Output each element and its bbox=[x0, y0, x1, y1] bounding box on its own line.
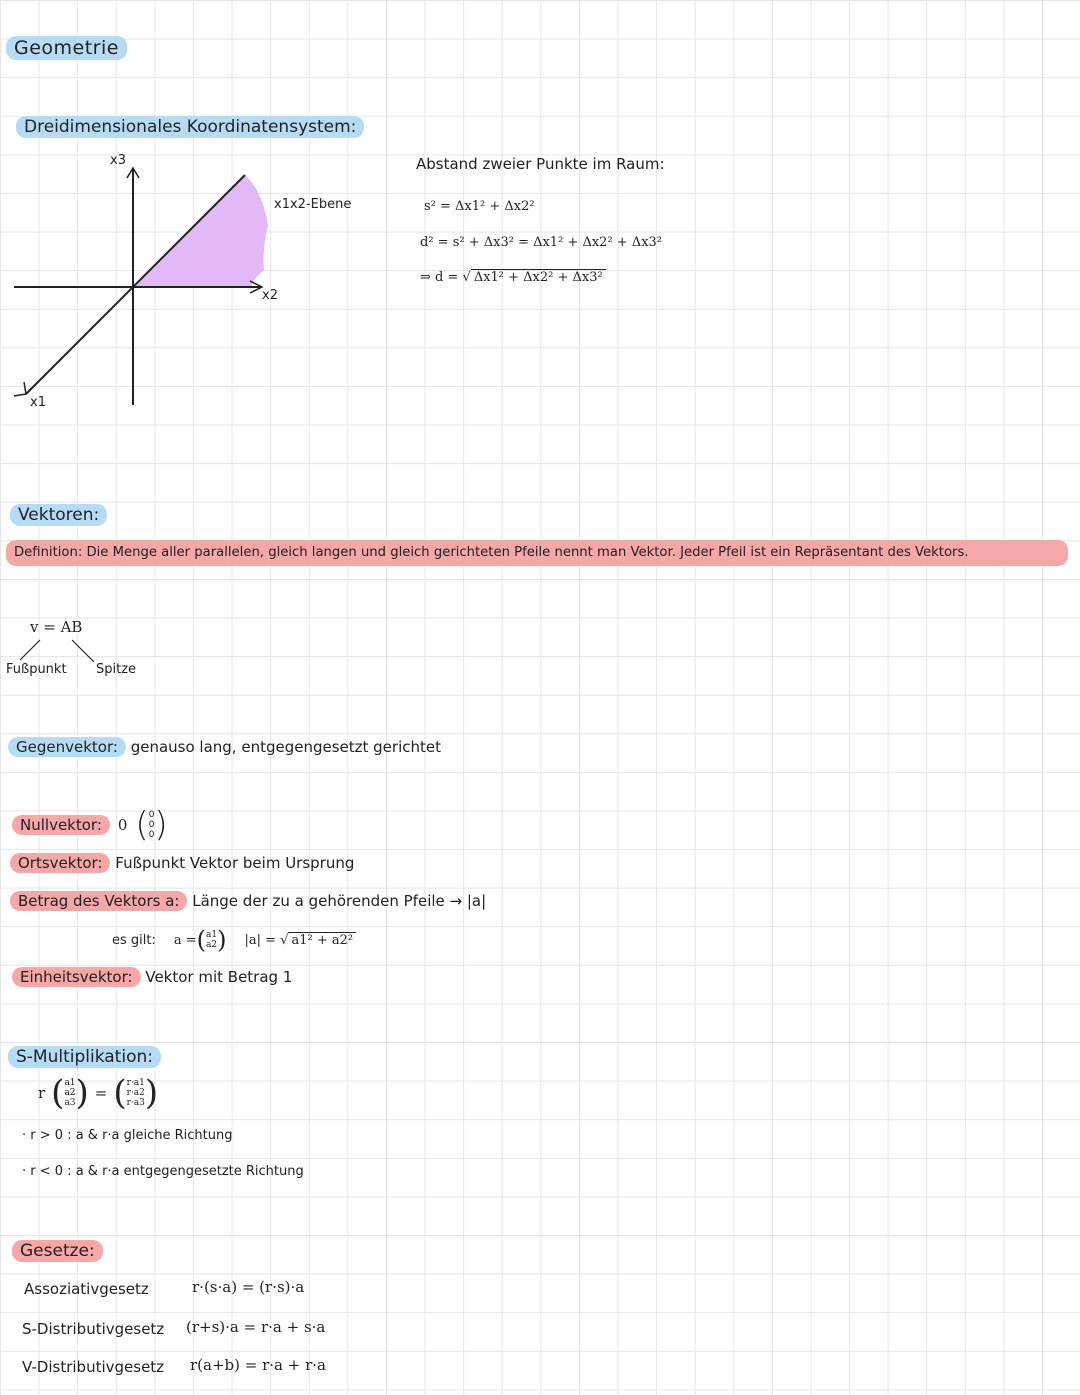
gegenvektor-label: Gegenvektor: bbox=[8, 737, 126, 757]
smult-right-entry: r·a3 bbox=[126, 1098, 145, 1108]
ortsvektor-text: Fußpunkt Vektor beim Ursprung bbox=[115, 854, 355, 872]
betrag-label: Betrag des Vektors a: bbox=[10, 891, 187, 911]
betrag-formula bbox=[244, 933, 356, 948]
plane-label: x1x2-Ebene bbox=[274, 197, 352, 212]
page-title: Geometrie bbox=[6, 36, 127, 60]
smult-r: r bbox=[38, 1084, 46, 1102]
betrag-row bbox=[10, 892, 486, 910]
fusspunkt-label: Fußpunkt bbox=[6, 662, 67, 677]
spitze-label: Spitze bbox=[96, 662, 137, 677]
distance-line-3-prefix: ⇒ d = bbox=[420, 270, 459, 285]
smult-right-entry: r·a1 bbox=[126, 1078, 145, 1088]
law-name: S-Distributivgesetz bbox=[22, 1320, 165, 1338]
smult-right-column: ( r·a1 r·a2 r·a3 ) bbox=[113, 1073, 159, 1113]
betrag-formula-row bbox=[112, 928, 356, 952]
sqrt-symbol: √ bbox=[280, 932, 289, 948]
nullvektor-entry: 0 bbox=[148, 830, 155, 840]
law-formula: (r+s)·a = r·a + s·a bbox=[186, 1318, 326, 1336]
gesetze-heading: Gesetze: bbox=[12, 1240, 103, 1262]
smult-left-column: ( a1 a2 a3 ) bbox=[51, 1073, 89, 1113]
a-column: ( a1 a2 ) bbox=[196, 926, 227, 954]
a-entry: a1 bbox=[206, 930, 218, 940]
ortsvektor-row bbox=[10, 854, 354, 872]
nullvektor-entry: 0 bbox=[148, 810, 155, 820]
einheitsvektor-label: Einheitsvektor: bbox=[12, 967, 141, 987]
bullet: · bbox=[22, 1164, 27, 1179]
einheitsvektor-row bbox=[12, 968, 292, 986]
nullvektor-entry: 0 bbox=[148, 820, 155, 830]
x2-label: x2 bbox=[262, 288, 278, 303]
x1-arrowhead bbox=[14, 382, 26, 396]
law-name: V-Distributivgesetz bbox=[22, 1358, 165, 1376]
sqrt-symbol: √ bbox=[462, 270, 471, 285]
x1-label: x1 bbox=[30, 395, 46, 410]
betrag-text: Länge der zu a gehörenden Pfeile → |a| bbox=[192, 892, 487, 910]
nullvektor-column: ( 0 0 0 ) bbox=[135, 805, 168, 845]
gegenvektor-row bbox=[8, 738, 441, 756]
smult-left-entry: a2 bbox=[64, 1088, 76, 1098]
ortsvektor-label: Ortsvektor: bbox=[10, 853, 110, 873]
smult-line-1-text: r > 0 : a & r·a gleiche Richtung bbox=[30, 1128, 233, 1143]
a-entry: a2 bbox=[206, 940, 218, 950]
smult-left-entry: a1 bbox=[64, 1078, 76, 1088]
smult-line-2 bbox=[22, 1164, 304, 1179]
nullvektor-symbol: 0 bbox=[117, 816, 128, 834]
einheitsvektor-text: Vektor mit Betrag 1 bbox=[145, 968, 293, 986]
x1x2-plane bbox=[133, 175, 268, 287]
smult-line-2-text: r < 0 : a & r·a entgegengesetzte Richtung bbox=[30, 1164, 304, 1179]
distance-line-3 bbox=[420, 270, 606, 285]
gegenvektor-text: genauso lang, entgegengesetzt gerichtet bbox=[130, 738, 441, 756]
distance-title: Abstand zweier Punkte im Raum: bbox=[416, 155, 665, 173]
nullvektor-row bbox=[12, 805, 168, 845]
smult-right-entry: r·a2 bbox=[126, 1088, 145, 1098]
law-formula: r·(s·a) = (r·s)·a bbox=[192, 1278, 305, 1296]
law-name: Assoziativgesetz bbox=[24, 1280, 149, 1298]
smult-left-entry: a3 bbox=[64, 1098, 76, 1108]
distance-root: Δx1² + Δx2² + Δx3² bbox=[471, 269, 606, 285]
coordinate-system-diagram bbox=[0, 150, 400, 420]
equals-sign: = bbox=[94, 1084, 108, 1102]
betrag-formula-left: |a| = bbox=[244, 932, 277, 948]
betrag-root: a1² + a2² bbox=[288, 932, 356, 948]
smult-heading: S-Multiplikation: bbox=[8, 1046, 161, 1068]
vector-equation: v = AB bbox=[30, 618, 83, 636]
x3-label: x3 bbox=[110, 153, 126, 168]
a-vector-def bbox=[174, 928, 227, 952]
es-gilt-label: es gilt: bbox=[112, 932, 156, 948]
distance-line-1: s² = Δx1² + Δx2² bbox=[424, 199, 535, 214]
coord-heading: Dreidimensionales Koordinatensystem: bbox=[16, 116, 364, 138]
a-symbol: a = bbox=[173, 932, 197, 948]
smult-equation bbox=[38, 1073, 159, 1113]
distance-line-2: d² = s² + Δx3² = Δx1² + Δx2² + Δx3² bbox=[420, 235, 663, 250]
law-formula: r(a+b) = r·a + r·a bbox=[190, 1356, 326, 1374]
nullvektor-label: Nullvektor: bbox=[12, 815, 110, 835]
bullet: · bbox=[22, 1128, 27, 1143]
vektoren-heading: Vektoren: bbox=[10, 504, 107, 526]
definition-box: Definition: Die Menge aller parallelen, gleich langen und gleich gerichteten Pfeile nennt man Vektor. Jeder Pfeil ist ein Repräsentant des Vektors. bbox=[6, 540, 1068, 566]
smult-line-1 bbox=[22, 1128, 233, 1143]
